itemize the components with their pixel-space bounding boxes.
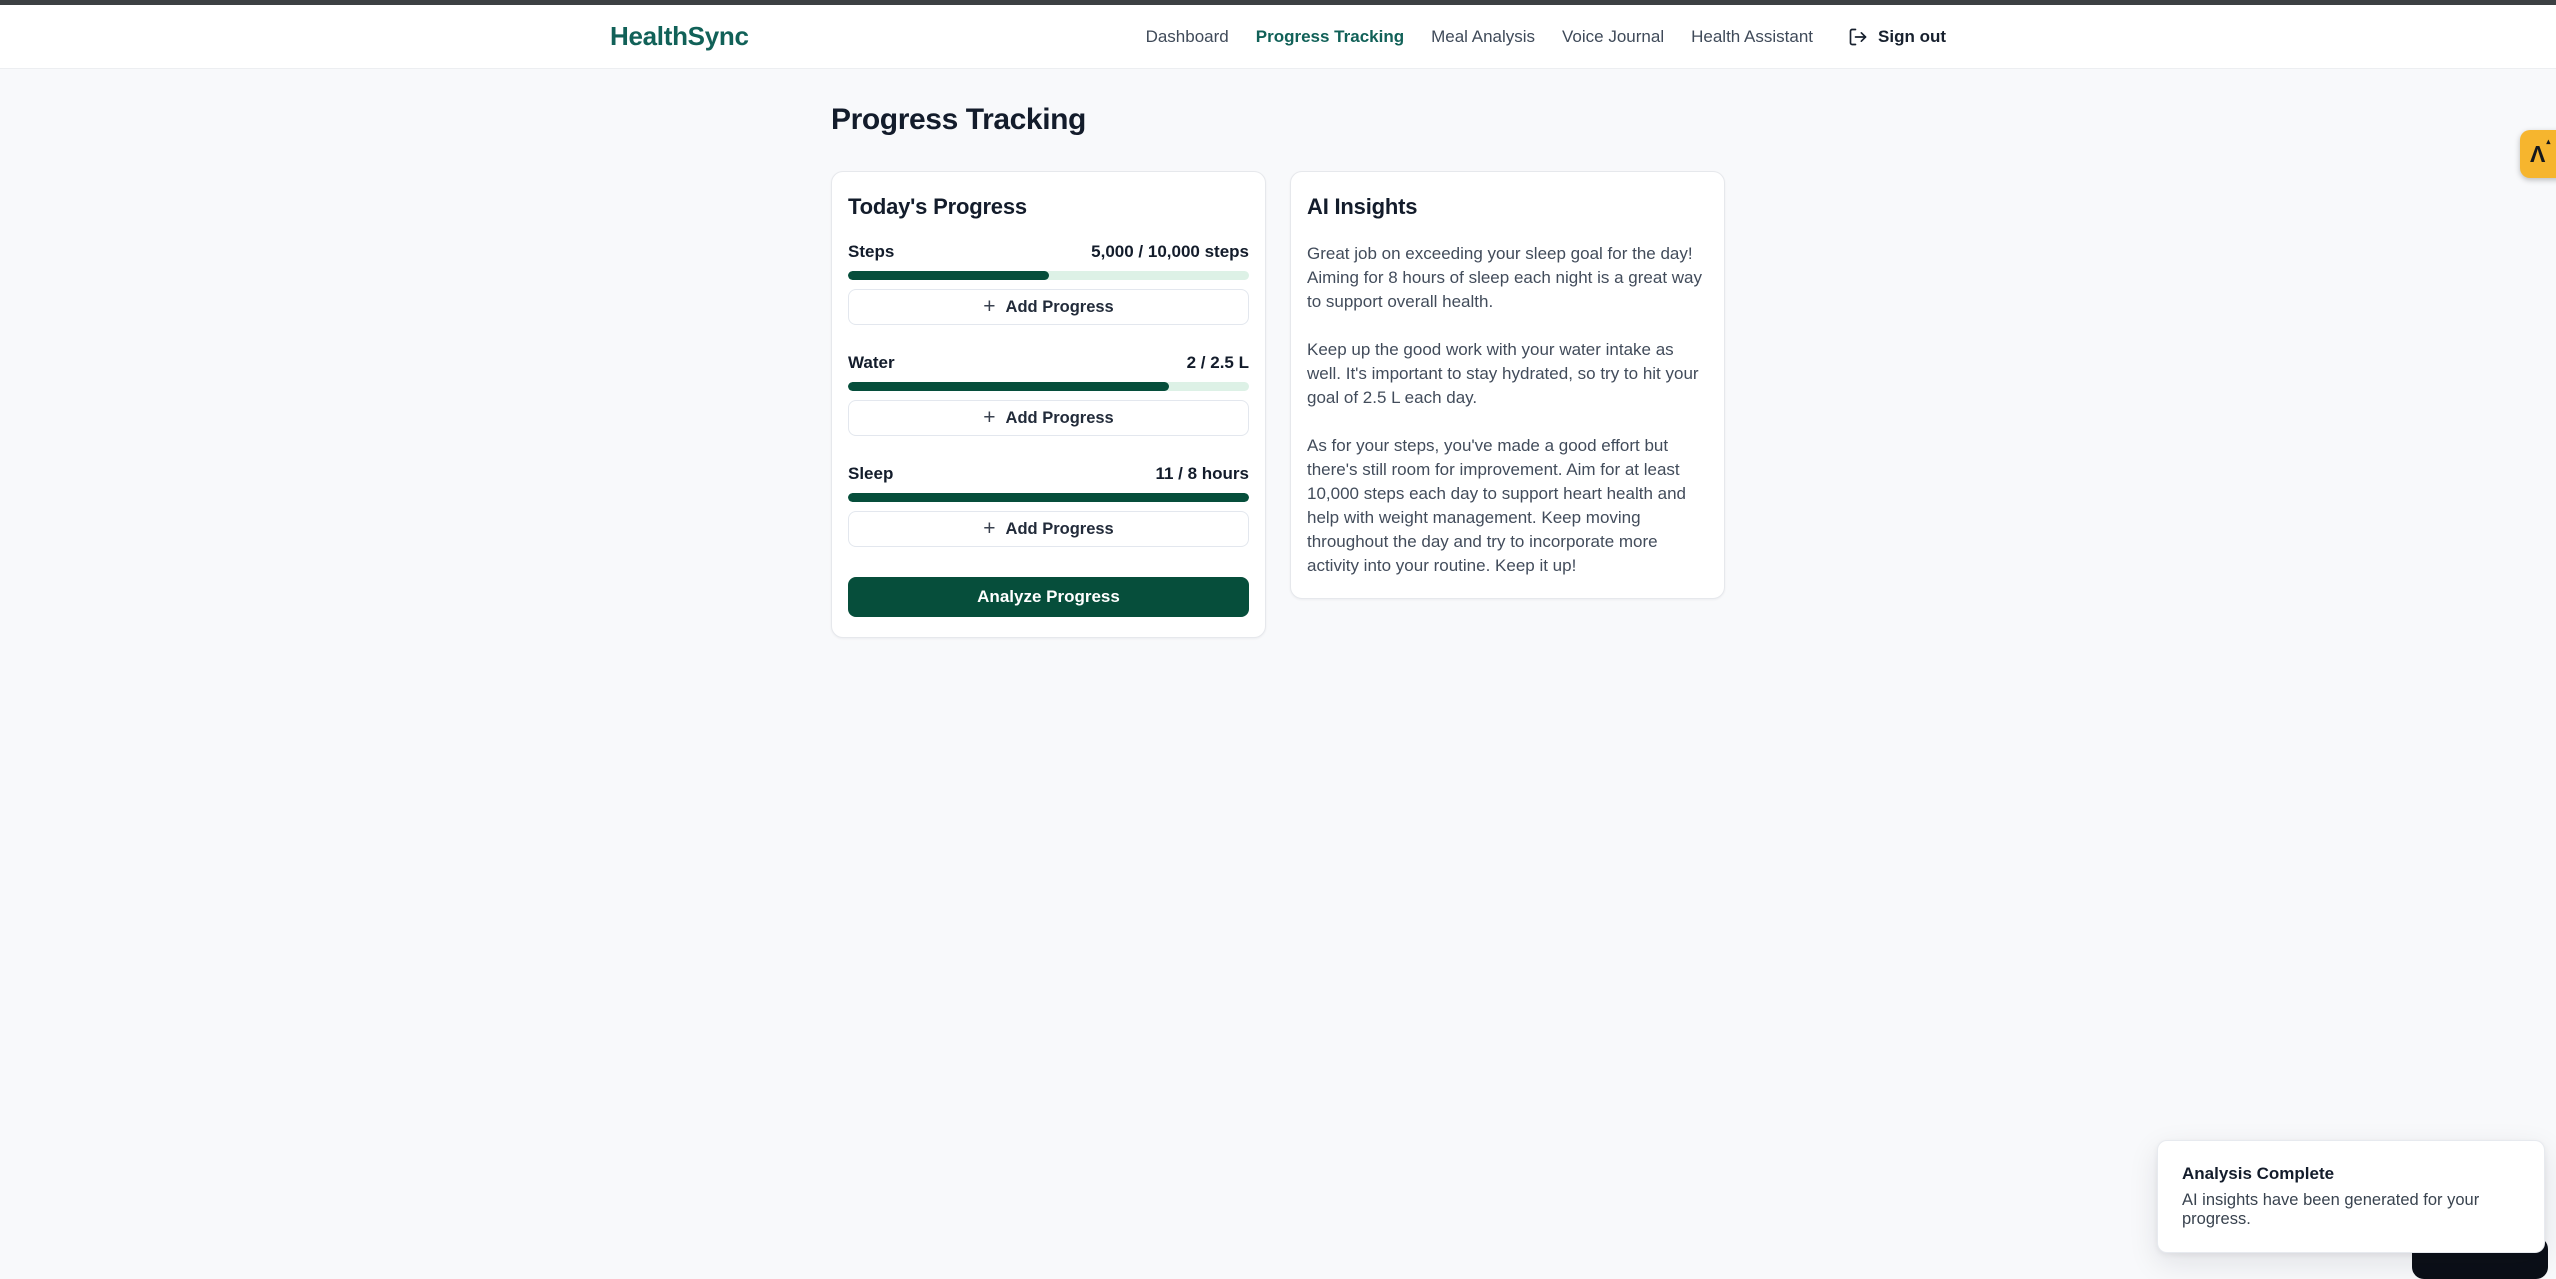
- metric-water-label: Water: [848, 353, 895, 372]
- steps-progress-fill: [848, 271, 1049, 280]
- sign-out-label: Sign out: [1878, 26, 1946, 46]
- nav-item-dashboard[interactable]: Dashboard: [1145, 26, 1229, 46]
- add-progress-sleep-button[interactable]: [848, 511, 1249, 547]
- sleep-progress-bar: [848, 493, 1249, 502]
- insight-paragraph: Great job on exceeding your sleep goal for the day! Aiming for 8 hours of sleep each night is a great way to support overall health.: [1307, 244, 1702, 311]
- water-progress-fill: [848, 382, 1169, 391]
- lambda-logo-icon: Λ ▴: [2530, 141, 2545, 168]
- water-progress-bar: [848, 382, 1249, 391]
- insights-card-title: AI Insights: [1307, 194, 1418, 219]
- main-content: [831, 69, 1725, 638]
- metric-steps-label: Steps: [848, 242, 895, 261]
- insight-paragraph: As for your steps, you've made a good effort but there's still room for improvement. Aim for at least 10,000 steps each day to support heart health and help with weight management. Keep moving throughout the day and try to incorporate more activity into your routine. Keep it up!: [1307, 436, 1686, 575]
- nav-item-meal-analysis[interactable]: Meal Analysis: [1431, 26, 1536, 46]
- app-logo[interactable]: HealthSync: [610, 21, 749, 51]
- steps-progress-bar: [848, 271, 1249, 280]
- todays-progress-card: [831, 171, 1266, 638]
- toast-description: AI insights have been generated for your progress.: [2182, 1191, 2480, 1228]
- toast-title: Analysis Complete: [2182, 1164, 2335, 1183]
- nav-item-voice-journal[interactable]: Voice Journal: [1562, 26, 1665, 46]
- sign-out-icon: [1848, 27, 1868, 47]
- metric-sleep-value: 11 / 8 hours: [1155, 464, 1249, 483]
- main-nav: [1146, 27, 1946, 47]
- add-progress-steps-button[interactable]: [848, 289, 1249, 325]
- ai-insights-card: [1290, 171, 1725, 599]
- sleep-progress-fill: [848, 493, 1249, 502]
- page-title: Progress Tracking: [831, 103, 1086, 136]
- metric-water-value: 2 / 2.5 L: [1186, 353, 1249, 372]
- nav-item-health-assistant[interactable]: Health Assistant: [1691, 26, 1814, 46]
- metric-sleep: [848, 464, 1249, 547]
- add-progress-label: Add Progress: [1005, 297, 1114, 316]
- analyze-progress-button[interactable]: Analyze Progress: [848, 577, 1249, 617]
- plus-icon: +: [983, 516, 996, 540]
- progress-card-title: Today's Progress: [848, 194, 1027, 219]
- insight-paragraph: Keep up the good work with your water intake as well. It's important to stay hydrated, so try to hit your goal of 2.5 L each day.: [1307, 340, 1699, 407]
- edge-badge-button[interactable]: [2520, 130, 2556, 178]
- nav-item-progress-tracking[interactable]: Progress Tracking: [1255, 26, 1405, 46]
- toast-notification: [2157, 1140, 2545, 1253]
- metric-sleep-label: Sleep: [848, 464, 894, 483]
- plus-icon: +: [983, 294, 996, 318]
- add-progress-label: Add Progress: [1005, 519, 1114, 538]
- metric-water: [848, 353, 1249, 436]
- add-progress-label: Add Progress: [1005, 408, 1114, 427]
- metric-steps: [848, 242, 1249, 325]
- plus-icon: +: [983, 405, 996, 429]
- add-progress-water-button[interactable]: [848, 400, 1249, 436]
- metric-steps-value: 5,000 / 10,000 steps: [1091, 242, 1249, 261]
- app-header: [0, 5, 2556, 69]
- sign-out-button[interactable]: [1848, 27, 1946, 47]
